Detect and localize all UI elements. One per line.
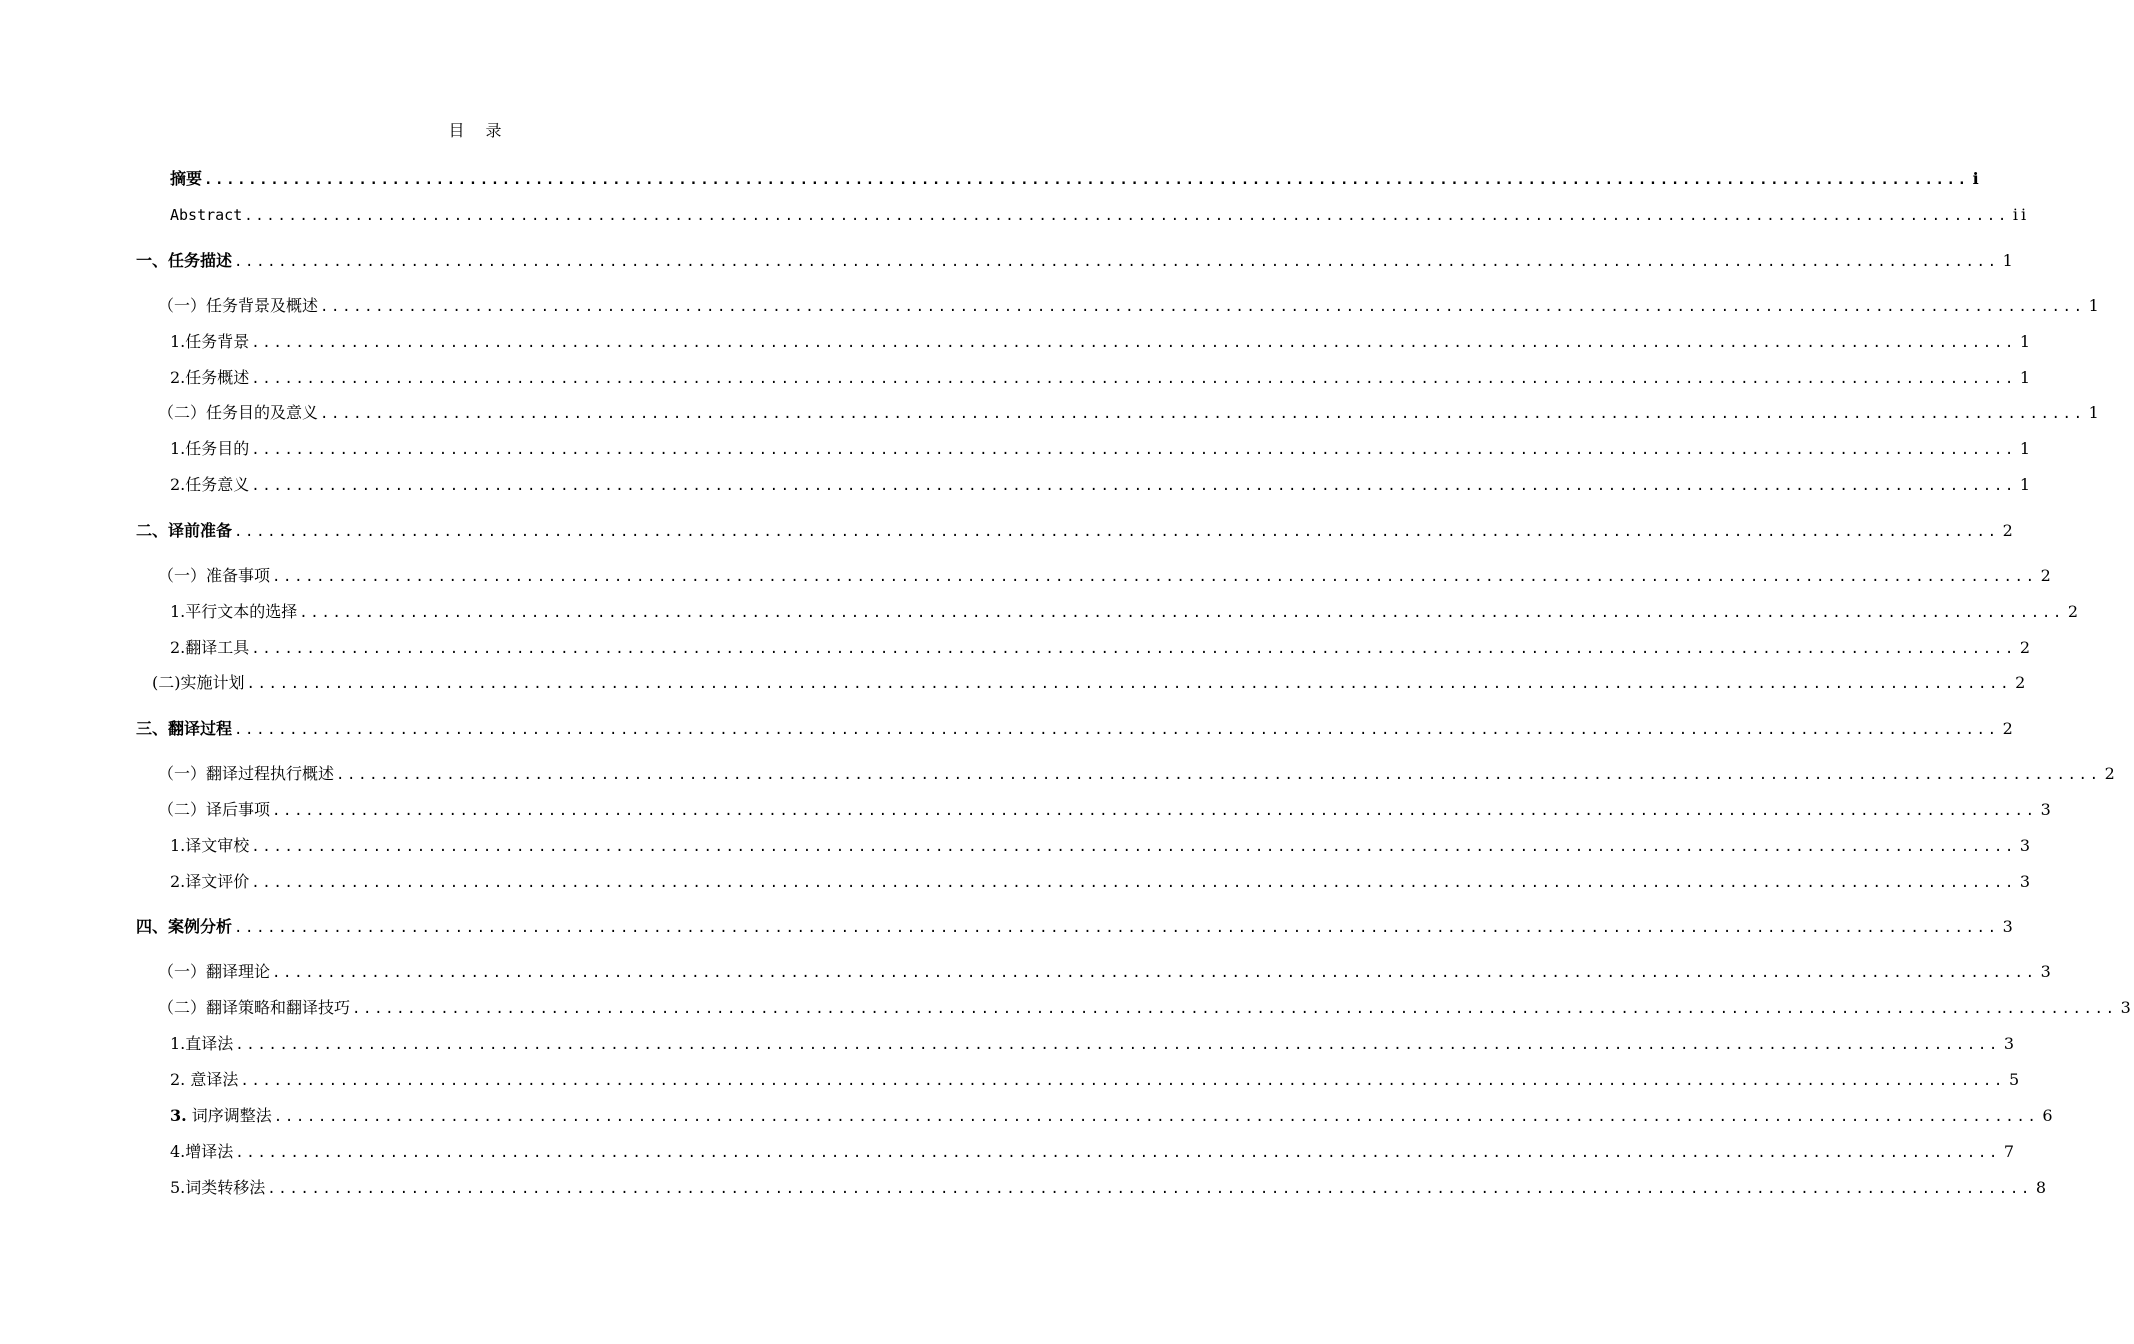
toc-entry[interactable] <box>170 331 2034 353</box>
toc-entry[interactable] <box>170 367 2034 389</box>
toc-page-number: 3 <box>2002 917 2016 936</box>
toc-entry[interactable] <box>170 835 2034 857</box>
toc-leader-dots: ................................................................................................................................................................ <box>352 1001 2117 1017</box>
toc-leader-dots: ................................................................................................................................................................ <box>234 254 1999 270</box>
toc-page-number: 3 <box>2019 872 2034 891</box>
toc-entry[interactable] <box>170 1105 2056 1127</box>
toc-entry-text: （一）任务背景及概述 <box>158 296 319 315</box>
toc-entry-text: 2. 意译法 <box>170 1070 239 1089</box>
toc-leader-dots: ................................................................................................................................................................ <box>246 676 2012 692</box>
toc-entry-text: 4.增译法 <box>170 1142 234 1161</box>
toc-page-number: 2 <box>2002 521 2016 540</box>
toc-leader-dots: ................................................................................................................................................................ <box>272 965 2037 981</box>
toc-leader-dots: ................................................................................................................................................................ <box>272 569 2037 585</box>
toc-entry[interactable] <box>158 997 2134 1019</box>
toc-entry-text: 二、译前准备 <box>136 521 233 540</box>
toc-leader-dots: ................................................................................................................................................................ <box>251 335 2016 351</box>
toc-entry[interactable] <box>170 637 2034 659</box>
toc-page-number: 1 <box>2002 251 2016 270</box>
toc-page-number: 1 <box>2088 296 2102 315</box>
toc-entry[interactable] <box>136 250 2016 272</box>
toc-page-number: 3 <box>2019 836 2034 855</box>
toc-entry-text: 2.翻译工具 <box>170 638 250 657</box>
toc-leader-dots: ................................................................................................................................................................ <box>299 605 2064 621</box>
toc-leader-dots: ................................................................................................................................................................ <box>234 722 1999 738</box>
toc-page-number: 1 <box>2088 403 2102 422</box>
toc-page-number: 2 <box>2067 602 2082 621</box>
toc-entry[interactable] <box>170 474 2034 496</box>
toc-leader-dots: ................................................................................................................................................................ <box>320 299 2085 315</box>
toc-entry-text: （二）任务目的及意义 <box>158 403 319 422</box>
toc-page-number: 1 <box>2019 475 2034 494</box>
toc-entry[interactable] <box>136 916 2016 938</box>
toc-entry-text: Abstract <box>170 206 243 224</box>
toc-entry-text: 5.词类转移法 <box>170 1178 266 1197</box>
toc-leader-dots: ................................................................................................................................................................ <box>204 172 1969 188</box>
toc-entry-text: 三、翻译过程 <box>136 719 233 738</box>
toc-entry-text: （一）准备事项 <box>158 566 271 585</box>
toc-page-number: 1 <box>2019 332 2034 351</box>
toc-page-number: 2 <box>2019 638 2034 657</box>
toc-entry-text: 2.任务意义 <box>170 475 250 494</box>
toc-leader-dots: ................................................................................................................................................................ <box>251 875 2016 891</box>
toc-entry[interactable] <box>158 402 2102 424</box>
toc-leader-dots: ................................................................................................................................................................ <box>234 920 1999 936</box>
toc-entry-text: （一）翻译理论 <box>158 962 271 981</box>
toc-page-number: i <box>1972 169 1982 188</box>
toc-entry[interactable] <box>152 672 2029 694</box>
toc-leader-dots: ................................................................................................................................................................ <box>251 478 2016 494</box>
toc-entry[interactable] <box>170 204 2030 226</box>
toc-leader-dots: ................................................................................................................................................................ <box>235 1037 2000 1053</box>
toc-page-number: 5 <box>2008 1070 2023 1089</box>
toc-entry-text: 一、任务描述 <box>136 251 233 270</box>
toc-leader-dots: ................................................................................................................................................................ <box>267 1181 2032 1197</box>
toc-entry[interactable] <box>170 1033 2018 1055</box>
toc-entry-text: 1.直译法 <box>170 1034 234 1053</box>
toc-leader-dots: ................................................................................................................................................................ <box>273 1109 2039 1125</box>
toc-entry[interactable] <box>158 961 2054 983</box>
toc-page-number: 8 <box>2035 1178 2050 1197</box>
toc-entry[interactable] <box>158 565 2054 587</box>
toc-leader-dots: ................................................................................................................................................................ <box>251 641 2016 657</box>
toc-page-number: 2 <box>2104 764 2118 783</box>
toc-entry[interactable] <box>170 1141 2018 1163</box>
toc-entry-text: 2.译文评价 <box>170 872 250 891</box>
toc-entry[interactable] <box>170 168 1982 190</box>
toc-leader-dots: ................................................................................................................................................................ <box>251 442 2016 458</box>
toc-entry[interactable] <box>158 799 2054 821</box>
toc-page-number: 7 <box>2003 1142 2018 1161</box>
toc-entry[interactable] <box>136 718 2016 740</box>
toc-page-number: 3 <box>2040 962 2054 981</box>
toc-entry[interactable] <box>170 601 2082 623</box>
toc-entry-text: 1.平行文本的选择 <box>170 602 298 621</box>
toc-page-number: 6 <box>2042 1106 2056 1125</box>
toc-page-number: 3 <box>2040 800 2054 819</box>
toc-entry-text: 四、案例分析 <box>136 917 233 936</box>
toc-entry[interactable] <box>136 520 2016 542</box>
toc-page-number: 1 <box>2019 368 2034 387</box>
toc-entry-text: （二）翻译策略和翻译技巧 <box>158 998 351 1017</box>
toc-entry[interactable] <box>170 1069 2023 1091</box>
toc-leader-dots: ................................................................................................................................................................ <box>235 1145 2000 1161</box>
toc-page-number: 1 <box>2019 439 2034 458</box>
toc-leader-dots: ................................................................................................................................................................ <box>272 803 2037 819</box>
toc-entry[interactable] <box>170 438 2034 460</box>
toc-page-number: 2 <box>2015 673 2029 692</box>
toc-entry-text: 1.任务目的 <box>170 439 250 458</box>
toc-leader-dots: ................................................................................................................................................................ <box>336 767 2101 783</box>
toc-leader-dots: ................................................................................................................................................................ <box>320 406 2085 422</box>
toc-leader-dots: ................................................................................................................................................................ <box>251 839 2016 855</box>
toc-page-number: 3 <box>2120 998 2134 1017</box>
toc-title: 目 录 <box>448 121 510 140</box>
toc-entry[interactable] <box>170 871 2034 893</box>
toc-entry[interactable] <box>170 1177 2050 1199</box>
toc-leader-dots: ................................................................................................................................................................ <box>234 524 1999 540</box>
toc-leader-dots: ................................................................................................................................................................ <box>251 371 2016 387</box>
toc-leader-dots: ................................................................................................................................................................ <box>244 208 2009 224</box>
toc-page-number: 2 <box>2040 566 2054 585</box>
toc-entry-text: 3. 词序调整法 <box>170 1106 272 1125</box>
toc-leader-dots: ................................................................................................................................................................ <box>240 1073 2005 1089</box>
toc-page-number: 3 <box>2003 1034 2018 1053</box>
toc-page-number: 2 <box>2002 719 2016 738</box>
toc-entry-text: (二)实施计划 <box>152 673 245 692</box>
toc-entry[interactable] <box>158 763 2118 785</box>
toc-entry-text: 摘要 <box>170 169 203 188</box>
toc-entry-text: 2.任务概述 <box>170 368 250 387</box>
toc-entry[interactable] <box>158 295 2102 317</box>
toc-entry-text: 1.译文审校 <box>170 836 250 855</box>
toc-entry-text: （一）翻译过程执行概述 <box>158 764 335 783</box>
toc-entry-text: 1.任务背景 <box>170 332 250 351</box>
toc-page-number: ii <box>2012 205 2030 224</box>
toc-entry-text: （二）译后事项 <box>158 800 271 819</box>
